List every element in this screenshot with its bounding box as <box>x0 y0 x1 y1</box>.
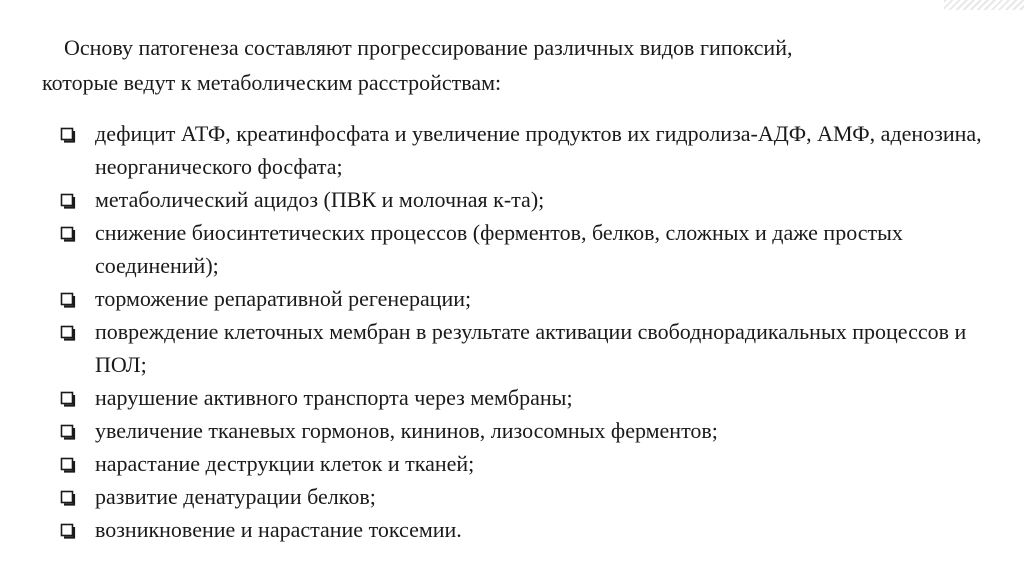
list-item <box>60 447 990 480</box>
checkbox-empty-icon <box>60 292 76 308</box>
checkbox-empty-icon <box>60 523 76 539</box>
intro-line-1: Основу патогенеза составляют прогрессирование различных видов гипоксий, <box>64 35 793 60</box>
list-item-text: дефицит АТФ, креатинфосфата и увеличение продуктов их гидролиза-АДФ, АМФ, аденозина, неорганического фосфата; <box>95 121 982 179</box>
list-item-text: увеличение тканевых гормонов, кининов, лизосомных ферментов; <box>95 418 718 443</box>
checkbox-empty-icon <box>60 325 76 341</box>
intro-paragraph <box>42 30 982 100</box>
list-item <box>60 315 990 381</box>
checkbox-empty-icon <box>60 391 76 407</box>
list-item <box>60 381 990 414</box>
list-item <box>60 216 990 282</box>
checkbox-empty-icon <box>60 457 76 473</box>
list-item <box>60 183 990 216</box>
checkbox-empty-icon <box>60 127 76 143</box>
checkbox-empty-icon <box>60 193 76 209</box>
checkbox-empty-icon <box>60 424 76 440</box>
list-item <box>60 282 990 315</box>
list-item-text: торможение репаративной регенерации; <box>95 286 472 311</box>
list-item <box>60 414 990 447</box>
list-item <box>60 480 990 513</box>
list-item-text: возникновение и нарастание токсемии. <box>95 517 462 542</box>
checkbox-empty-icon <box>60 490 76 506</box>
bullet-list <box>60 117 990 546</box>
list-item <box>60 117 990 183</box>
checkbox-empty-icon <box>60 226 76 242</box>
list-item-text: повреждение клеточных мембран в результате активации свободнорадикальных процессов и ПОЛ; <box>95 319 967 377</box>
list-item <box>60 513 990 546</box>
list-item-text: нарастание деструкции клеток и тканей; <box>95 451 475 476</box>
list-item-text: нарушение активного транспорта через мембраны; <box>95 385 573 410</box>
intro-line-2: которые ведут к метаболическим расстройствам: <box>42 70 502 95</box>
list-item-text: развитие денатурации белков; <box>95 484 376 509</box>
list-item-text: метаболический ацидоз (ПВК и молочная к-та); <box>95 187 545 212</box>
list-item-text: снижение биосинтетических процессов (ферментов, белков, сложных и даже простых соединений); <box>95 220 903 278</box>
